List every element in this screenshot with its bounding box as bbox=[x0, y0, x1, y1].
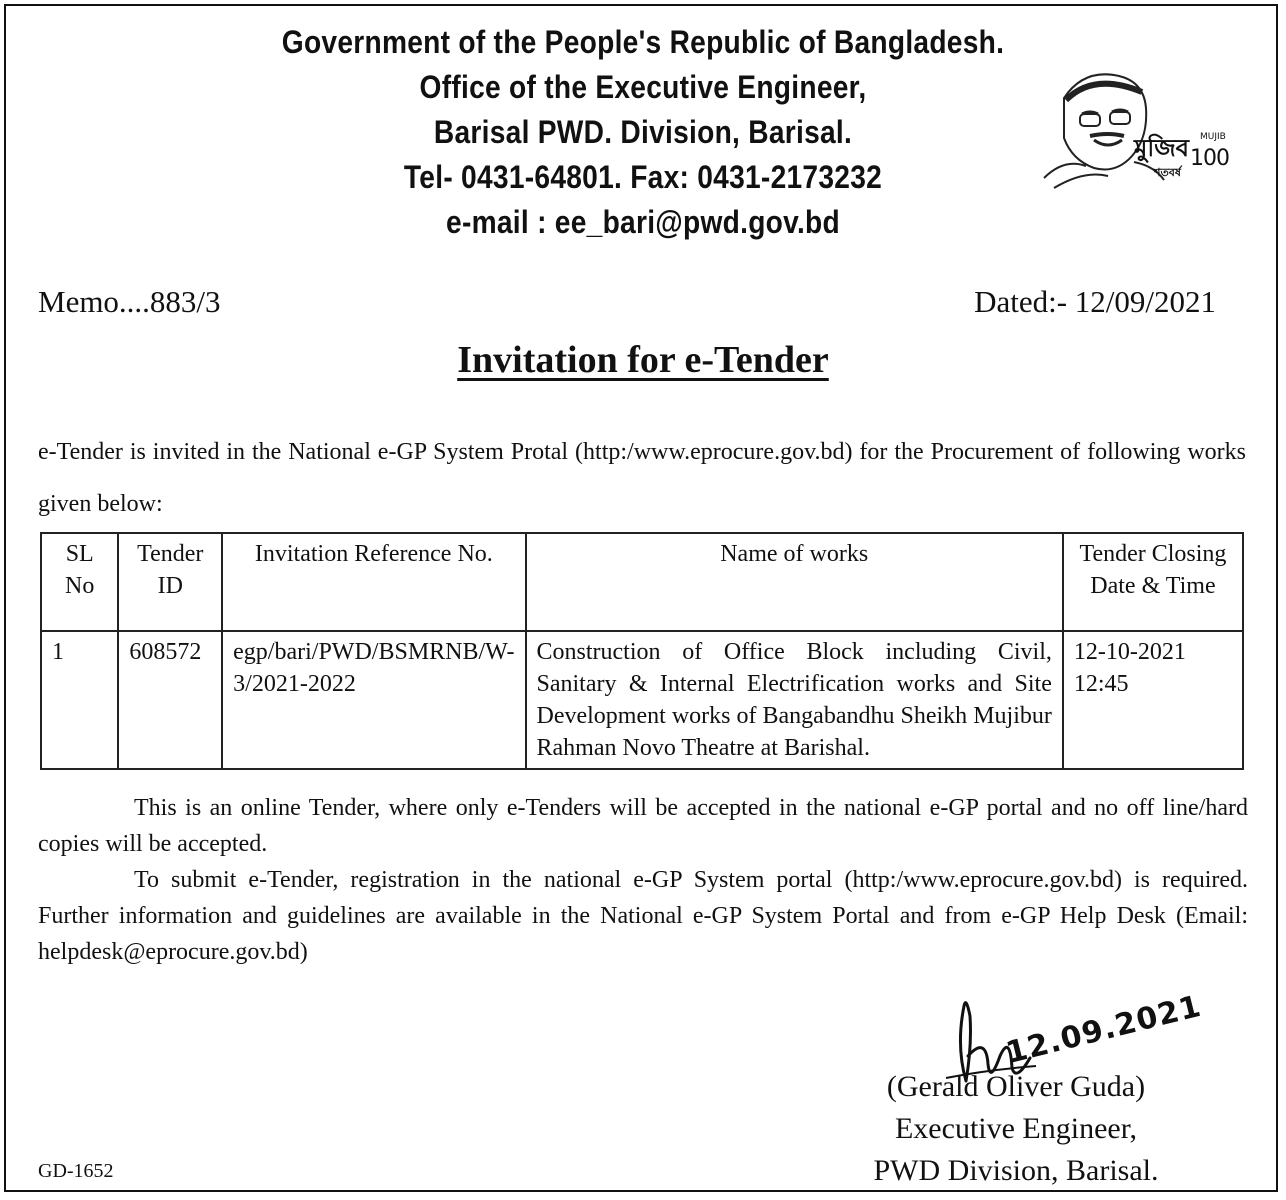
cell-closing bbox=[1063, 631, 1243, 769]
memo-number: Memo....883/3 bbox=[38, 284, 221, 319]
header-tender-id: Tender ID bbox=[118, 533, 222, 631]
signatory-designation: Executive Engineer, bbox=[894, 1112, 1138, 1145]
logo-bangla-text: মুজিব bbox=[1134, 134, 1190, 162]
cell-closing-date: 12-10-2021 bbox=[1073, 639, 1186, 665]
letterhead-office: Office of the Executive Engineer, bbox=[419, 69, 867, 105]
cell-reference: egp/bari/PWD/BSMRNB/W-3/2021-2022 bbox=[222, 631, 525, 769]
online-tender-paragraph: This is an online Tender, where only e-Tenders will be accepted in the national e-GP portal and no off line/hard copies will be accepted. bbox=[38, 795, 1248, 857]
table-header-row bbox=[41, 533, 1243, 631]
header-closing-date: Tender Closing Date & Time bbox=[1063, 533, 1243, 631]
letterhead-division: Barisal PWD. Division, Barisal. bbox=[433, 114, 853, 150]
memo-date: Dated:- 12/09/2021 bbox=[974, 284, 1216, 319]
tender-table bbox=[40, 532, 1244, 770]
logo-english-text: MUJIB bbox=[1200, 132, 1226, 142]
signatory-name: (Gerald Oliver Guda) bbox=[886, 1070, 1146, 1103]
registration-paragraph: To submit e-Tender, registration in the national e-GP System portal (http:/www.eprocure.gov.bd) is required. Further information and guidelines are available in the National e-GP System Portal and from e-GP Help Desk (Email: helpdesk@eprocure.gov.bd) bbox=[38, 867, 1248, 965]
letterhead-phone-fax: Tel- 0431-64801. Fax: 0431-2173232 bbox=[403, 159, 883, 195]
header-name-of-works: Name of works bbox=[526, 533, 1063, 631]
notice-title: Invitation for e-Tender bbox=[457, 339, 829, 381]
cell-sl: 1 bbox=[41, 631, 118, 769]
header-reference: Invitation Reference No. bbox=[222, 533, 525, 631]
header-sl-no: SL No bbox=[41, 533, 118, 631]
cell-name-of-works: Construction of Office Block including Civil, Sanitary & Internal Electrification works and Site Development works of Bangabandhu Sheikh Mujibur Rahman Novo Theatre at Barishal. bbox=[526, 631, 1063, 769]
mujib-portrait-icon bbox=[1024, 58, 1214, 198]
gd-code: GD-1652 bbox=[38, 1160, 114, 1182]
signatory-office: PWD Division, Barisal. bbox=[873, 1154, 1159, 1187]
intro-paragraph: e-Tender is invited in the National e-GP System Protal (http:/www.eprocure.gov.bd) for the Procurement of following works given below: bbox=[38, 439, 1246, 517]
signatory-block bbox=[836, 1066, 1196, 1192]
table-row bbox=[41, 631, 1243, 769]
terms-section bbox=[38, 790, 1248, 970]
logo-bangla-subtext: শতবর্ষ bbox=[1154, 166, 1181, 179]
tender-notice-page bbox=[4, 4, 1278, 1192]
mujib-100-logo-icon bbox=[1024, 58, 1229, 198]
cell-tender-id: 608572 bbox=[118, 631, 222, 769]
letterhead-government: Government of the People's Republic of Bangladesh. bbox=[281, 24, 1005, 60]
cell-closing-time: 12:45 bbox=[1073, 671, 1129, 697]
letterhead-email: e-mail : ee_bari@pwd.gov.bd bbox=[446, 204, 840, 240]
signature-date: 12.09.2021 bbox=[1002, 988, 1205, 1071]
logo-number: 100 bbox=[1190, 146, 1229, 171]
